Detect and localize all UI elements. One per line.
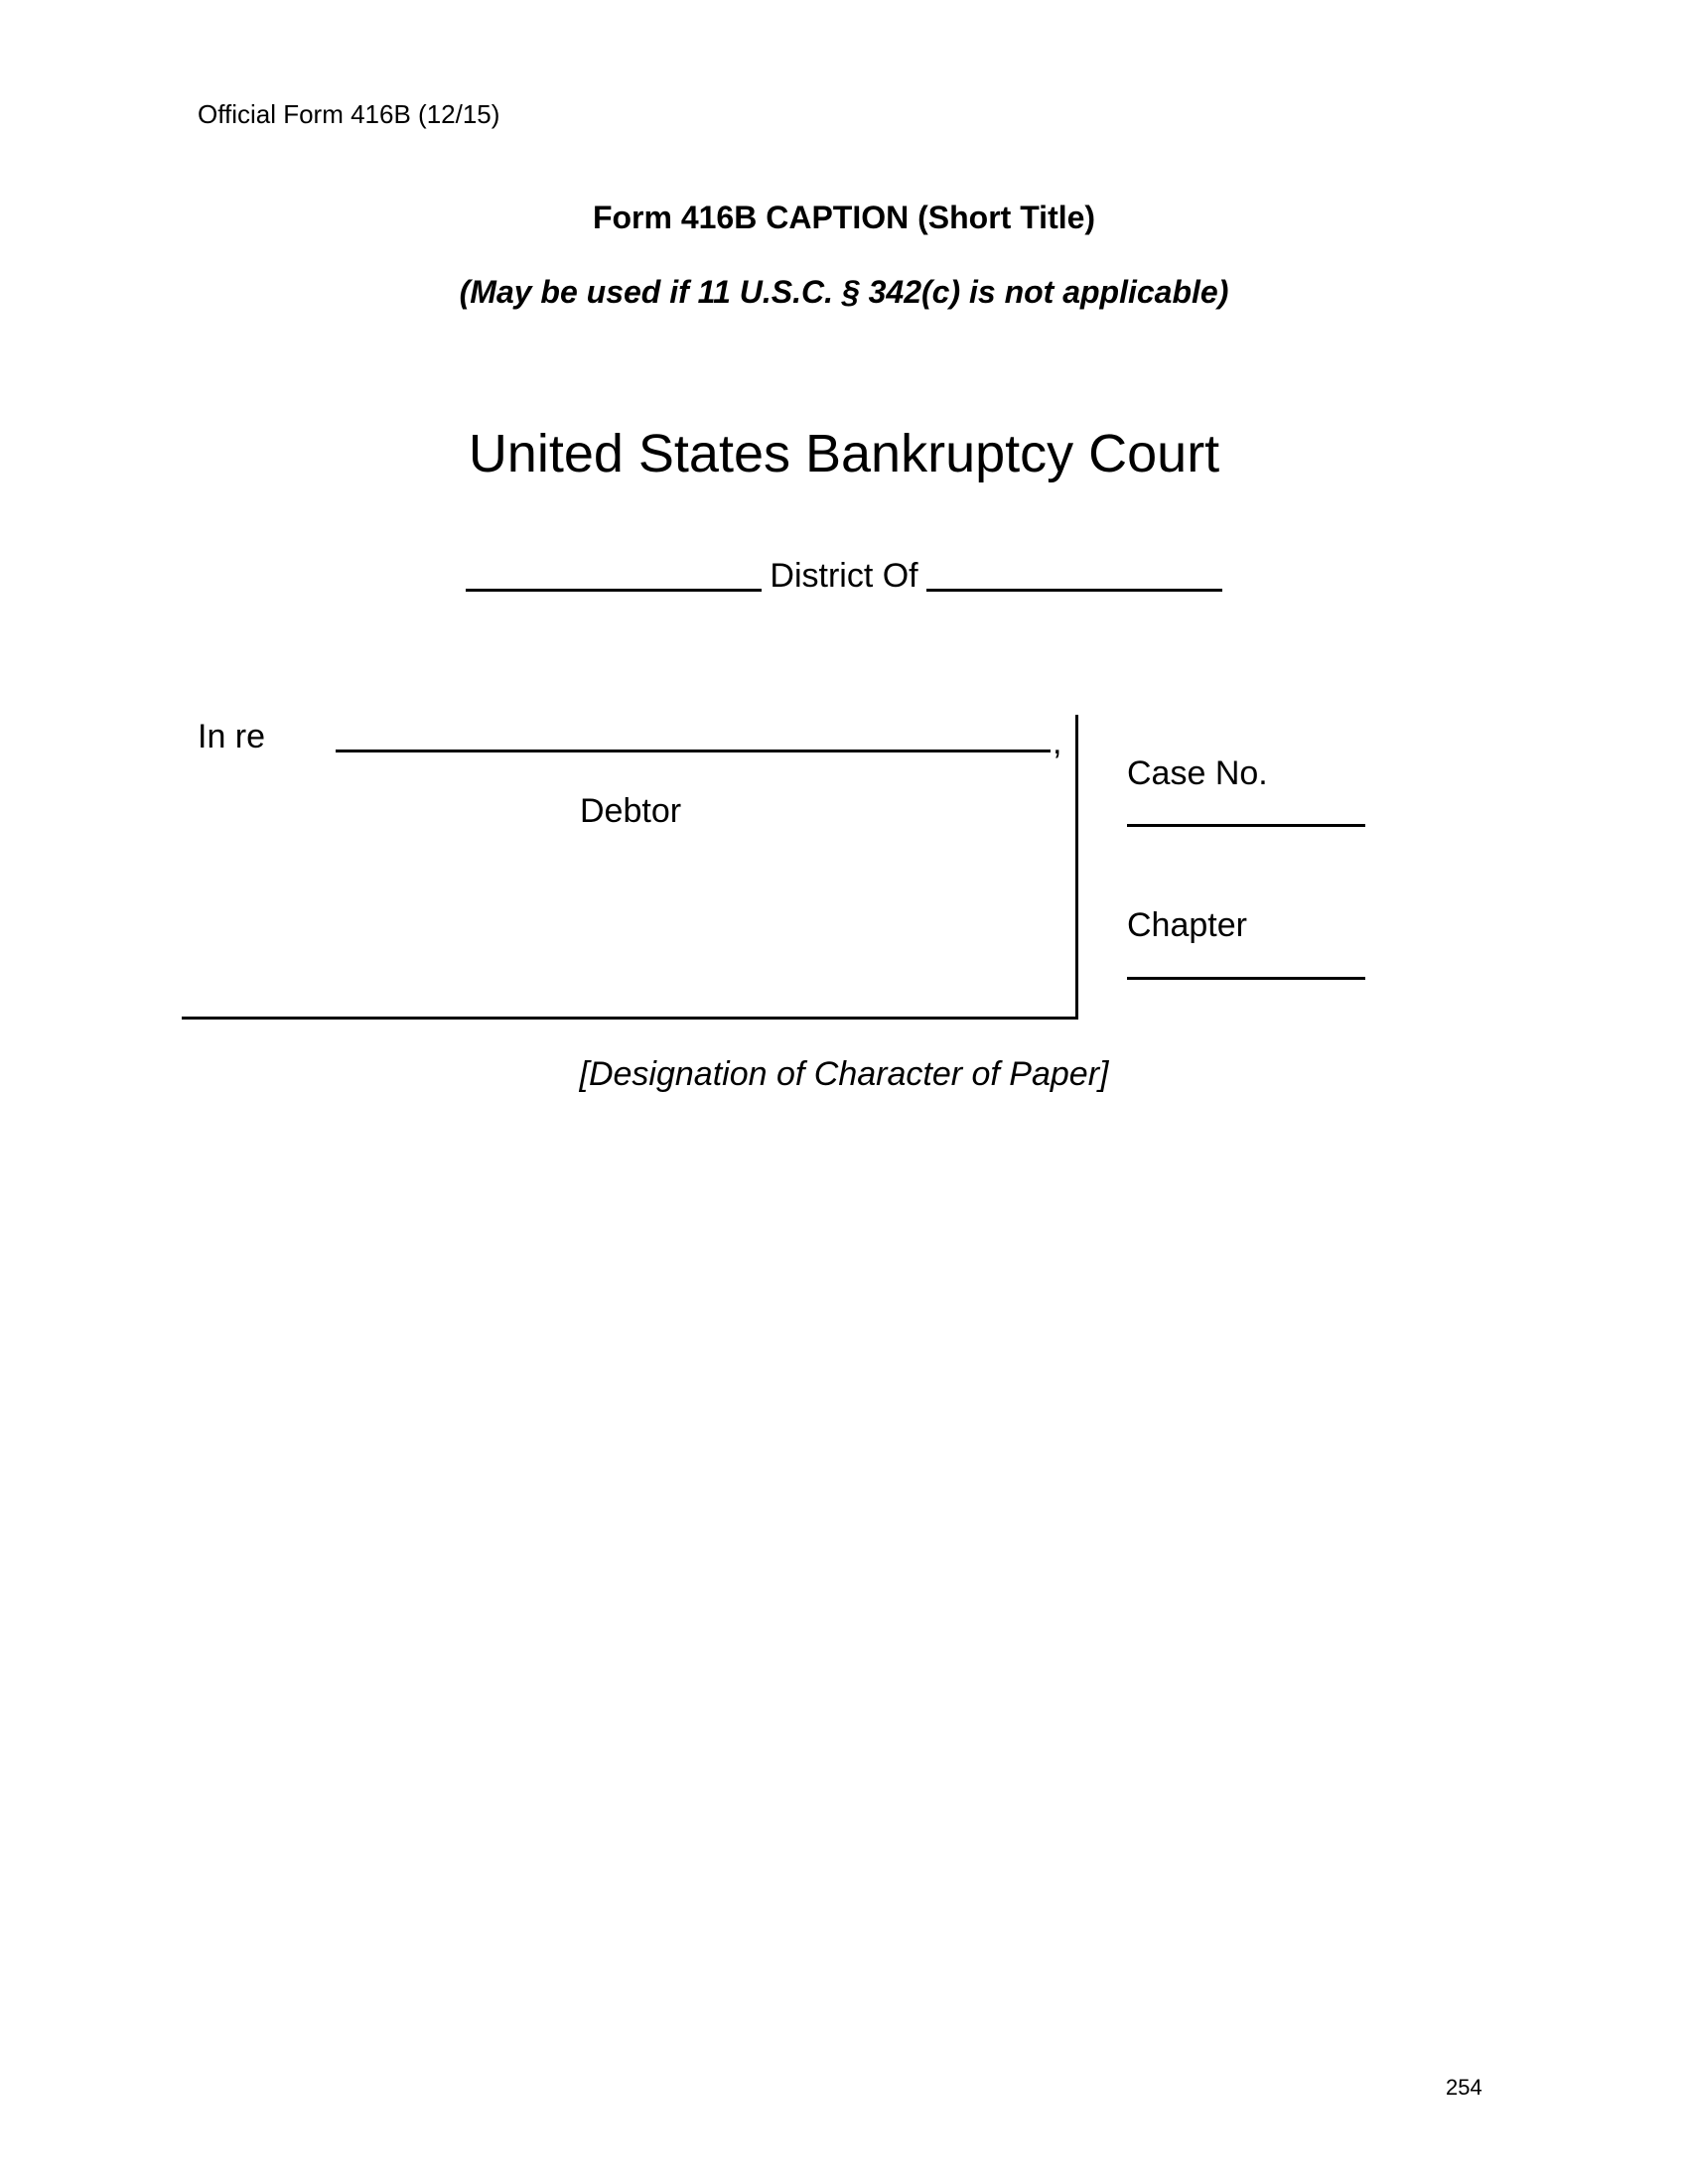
case-number-label: Case No. [1127,754,1268,792]
court-name: United States Bankruptcy Court [468,424,1220,483]
district-blank-right[interactable] [926,589,1222,592]
form-identifier: Official Form 416B (12/15) [198,99,500,129]
caption-vertical-divider [1075,715,1078,1018]
district-label: District Of [770,557,918,595]
in-re-label: In re [198,718,266,755]
chapter-label: Chapter [1127,906,1247,944]
district-blank-left[interactable] [466,589,762,592]
usage-note: (May be used if 11 U.S.C. § 342(c) is not applicable) [459,274,1229,310]
chapter-blank[interactable] [1127,977,1365,980]
page-number: 254 [1446,2075,1482,2100]
paper-designation: [Designation of Character of Paper] [579,1055,1109,1093]
debtor-comma: , [1053,724,1062,761]
debtor-name-blank[interactable] [336,750,1051,752]
form-title: Form 416B CAPTION (Short Title) [592,200,1096,235]
case-number-blank[interactable] [1127,824,1365,827]
debtor-label: Debtor [580,792,682,830]
caption-bottom-divider [182,1017,1078,1020]
district-row [0,556,1688,596]
